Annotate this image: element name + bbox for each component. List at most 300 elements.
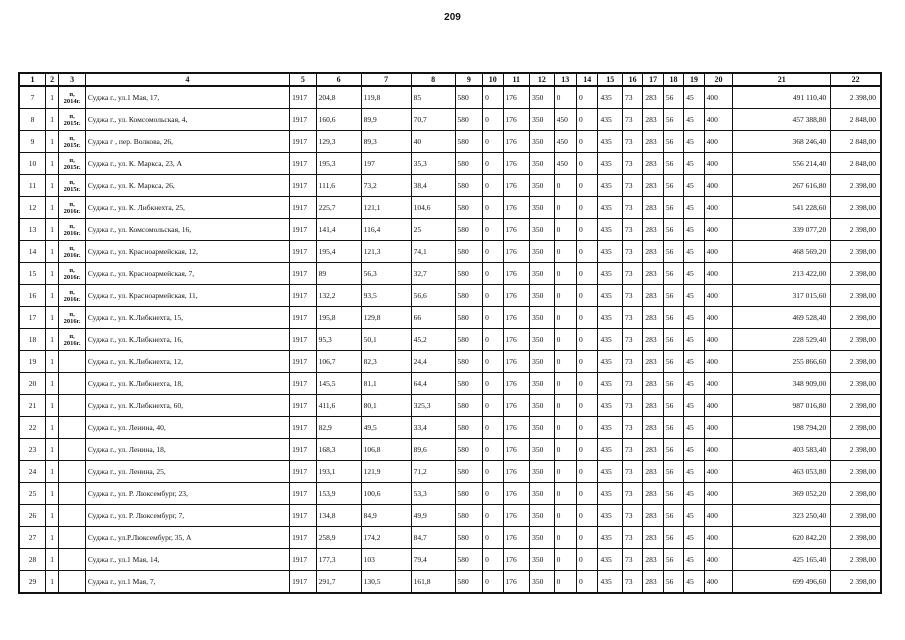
table-cell: 56 [663,263,683,285]
table-cell: 400 [704,461,733,483]
table-cell: 49,9 [411,505,455,527]
table-cell: 177,3 [316,549,361,571]
table-cell: 435 [598,131,623,153]
table-cell: 0 [483,351,503,373]
table-cell: 45 [684,351,704,373]
table-cell: 0 [554,86,576,109]
table-row [19,571,881,594]
table-cell: 1917 [290,417,317,439]
table-cell: 176 [503,285,530,307]
table-cell: 176 [503,417,530,439]
table-cell: 580 [455,175,483,197]
table-cell: 1 [46,241,59,263]
table-cell: 0 [577,373,598,395]
table-cell: 119,8 [361,86,411,109]
table-cell: 1 [46,527,59,549]
table-cell: 400 [704,549,733,571]
table-cell: 73 [622,153,642,175]
table-cell: 435 [598,527,623,549]
header-row [19,73,881,86]
table-cell: 129,8 [361,307,411,329]
table-cell: 2 398,00 [831,219,881,241]
table-cell: 176 [503,549,530,571]
table-cell [59,439,86,461]
table-cell: 469 528,40 [733,307,831,329]
table-cell: 0 [554,439,576,461]
table-cell: 435 [598,86,623,109]
table-cell: Суджа г., ул.Р.Люксембург, 35, А [85,527,289,549]
table-cell: 1917 [290,395,317,417]
table-cell: 53,3 [411,483,455,505]
table-cell: 283 [643,175,663,197]
table-cell: 283 [643,439,663,461]
table-row [19,483,881,505]
table-cell: 45 [684,241,704,263]
table-cell: 580 [455,219,483,241]
table-cell: 0 [577,395,598,417]
table-cell: 213 422,00 [733,263,831,285]
table-cell: 0 [577,285,598,307]
table-cell: 176 [503,175,530,197]
table-cell: 176 [503,329,530,351]
table-cell: 17 [19,307,46,329]
table-cell: 403 583,40 [733,439,831,461]
table-cell: 0 [483,461,503,483]
table-cell: 2 848,00 [831,131,881,153]
table-cell: 350 [530,263,555,285]
table-cell: 283 [643,329,663,351]
table-cell: 0 [554,505,576,527]
table-cell: 0 [577,461,598,483]
table-cell: 350 [530,153,555,175]
table-cell: 0 [577,439,598,461]
table-cell: 198 794,20 [733,417,831,439]
table-cell: 350 [530,439,555,461]
table-cell: 82,3 [361,351,411,373]
table-cell: 33,4 [411,417,455,439]
table-cell: 35,3 [411,153,455,175]
table-cell: 1917 [290,285,317,307]
table-cell: 56 [663,153,683,175]
table-cell: 400 [704,527,733,549]
table-cell: 368 246,40 [733,131,831,153]
table-cell: Суджа г., ул. Ленина, 25, [85,461,289,483]
table-cell: 0 [554,351,576,373]
table-cell: Суджа г., ул. Р. Люксембург, 7, [85,505,289,527]
table-cell: 323 250,40 [733,505,831,527]
table-cell: 435 [598,263,623,285]
table-cell: 0 [483,153,503,175]
table-cell: 1 [46,285,59,307]
table-cell: 141,4 [316,219,361,241]
table-cell: 12 [19,197,46,219]
table-cell: 89,9 [361,109,411,131]
table-cell: 134,8 [316,505,361,527]
table-cell: 1 [46,86,59,109]
table-cell: 20 [19,373,46,395]
table-cell: 74,1 [411,241,455,263]
table-row [19,395,881,417]
table-cell: 8 [19,109,46,131]
table-cell: 435 [598,417,623,439]
table-cell: 71,2 [411,461,455,483]
table-cell: 350 [530,351,555,373]
table-cell: 283 [643,219,663,241]
table-cell: 73 [622,86,642,109]
table-cell: 195,4 [316,241,361,263]
table-cell: 2 398,00 [831,263,881,285]
column-header: 10 [483,73,503,86]
table-cell: 19 [19,351,46,373]
table-cell: 121,3 [361,241,411,263]
table-cell: 0 [577,175,598,197]
table-cell: 45 [684,131,704,153]
table-cell: 1917 [290,571,317,594]
table-cell: 0 [577,131,598,153]
table-cell: 56 [663,527,683,549]
table-cell [59,417,86,439]
table-cell: 580 [455,86,483,109]
table-cell: 56 [663,241,683,263]
table-cell: Суджа г., ул. К.Либкнехта, 12, [85,351,289,373]
table-cell: 0 [483,197,503,219]
table-cell: 0 [483,549,503,571]
table-cell: 1 [46,197,59,219]
table-row [19,549,881,571]
table-cell: 350 [530,549,555,571]
table-cell: 0 [483,109,503,131]
table-cell: 82,9 [316,417,361,439]
table-cell [59,351,86,373]
table-cell: 435 [598,153,623,175]
table-cell: 174,2 [361,527,411,549]
table-cell [59,461,86,483]
table-cell: Суджа г., ул. Красноармейская, 7, [85,263,289,285]
table-cell: 2 398,00 [831,175,881,197]
table-cell: 1917 [290,219,317,241]
table-cell: 73 [622,373,642,395]
table-cell: 580 [455,417,483,439]
table-cell: 111,6 [316,175,361,197]
table-cell: 176 [503,395,530,417]
table-cell: 56 [663,197,683,219]
table-row [19,153,881,175]
column-header: 2 [46,73,59,86]
table-cell: Суджа г., ул. К. Либкнехта, 25, [85,197,289,219]
table-cell: 195,3 [316,153,361,175]
table-cell: 580 [455,285,483,307]
table-body [19,86,881,593]
table-cell: 84,7 [411,527,455,549]
table-cell: 400 [704,86,733,109]
table-cell: 350 [530,373,555,395]
table-cell: 27 [19,527,46,549]
table-cell: 0 [577,241,598,263]
table-cell: 73,2 [361,175,411,197]
table-cell: 580 [455,307,483,329]
table-cell: 0 [577,86,598,109]
table-cell: 0 [577,351,598,373]
table-cell: 45 [684,549,704,571]
table-cell: 176 [503,131,530,153]
table-cell: 45 [684,395,704,417]
table-cell: 0 [554,571,576,594]
table-cell: 1917 [290,373,317,395]
table-cell: 1 [46,395,59,417]
table-cell: 56 [663,131,683,153]
table-cell: 176 [503,439,530,461]
table-cell: 161,8 [411,571,455,594]
table-cell: 228 529,40 [733,329,831,351]
table-cell: Суджа г., ул. К.Либкнехта, 60, [85,395,289,417]
table-cell: 0 [483,219,503,241]
table-cell: 400 [704,395,733,417]
table-cell: 283 [643,483,663,505]
table-cell: 2 398,00 [831,461,881,483]
table-cell: 0 [483,329,503,351]
table-row [19,373,881,395]
table-cell: 176 [503,86,530,109]
table-cell: 0 [483,175,503,197]
table-cell: 45 [684,263,704,285]
table-cell: 1917 [290,329,317,351]
table-cell: 73 [622,175,642,197]
table-cell: 400 [704,153,733,175]
table-cell: 0 [577,549,598,571]
table-cell: 0 [483,505,503,527]
table-cell: 400 [704,197,733,219]
table-cell: п, 2016г. [59,263,86,285]
table-cell: 130,5 [361,571,411,594]
table-cell: 435 [598,109,623,131]
table-cell: 197 [361,153,411,175]
table-cell: 121,1 [361,197,411,219]
table-cell: 435 [598,483,623,505]
table-cell: 73 [622,219,642,241]
table-cell: 400 [704,329,733,351]
table-cell: 15 [19,263,46,285]
table-cell: 25 [19,483,46,505]
column-header: 12 [530,73,555,86]
table-cell: 580 [455,483,483,505]
table-cell: 435 [598,505,623,527]
table-cell: 1 [46,175,59,197]
table-cell: 40 [411,131,455,153]
table-cell: 435 [598,351,623,373]
table-cell: 45 [684,285,704,307]
table-cell: 411,6 [316,395,361,417]
table-cell: 9 [19,131,46,153]
table-cell: 56 [663,571,683,594]
table-cell: 450 [554,109,576,131]
table-row [19,439,881,461]
table-cell: 2 398,00 [831,505,881,527]
table-row [19,197,881,219]
table-cell: 73 [622,483,642,505]
table-cell: 73 [622,351,642,373]
table-cell: 89,6 [411,439,455,461]
table-cell: 45 [684,417,704,439]
table-cell: 400 [704,505,733,527]
table-cell: 26 [19,505,46,527]
column-header: 3 [59,73,86,86]
table-cell: 0 [577,571,598,594]
table-cell: 0 [554,373,576,395]
table-cell: 350 [530,527,555,549]
table-cell: 1 [46,461,59,483]
table-cell: 283 [643,461,663,483]
table-cell: 56,6 [411,285,455,307]
table-cell: 0 [554,175,576,197]
table-cell: 1 [46,571,59,594]
table-cell: 73 [622,549,642,571]
table-cell: п, 2015г. [59,131,86,153]
table-cell: 435 [598,571,623,594]
table-cell: 1917 [290,505,317,527]
table-cell: 435 [598,395,623,417]
table-cell: 2 398,00 [831,483,881,505]
table-cell: 450 [554,131,576,153]
table-cell: 580 [455,131,483,153]
column-header: 13 [554,73,576,86]
table-cell: 56 [663,483,683,505]
table-cell: 325,3 [411,395,455,417]
table-cell: 24 [19,461,46,483]
table-cell: 317 015,60 [733,285,831,307]
table-cell: 400 [704,307,733,329]
table-cell: 64,4 [411,373,455,395]
table-cell: 81,1 [361,373,411,395]
table-cell: 45 [684,483,704,505]
column-header: 14 [577,73,598,86]
table-cell: 45,2 [411,329,455,351]
table-cell: 400 [704,417,733,439]
table-cell: 283 [643,131,663,153]
table-cell: 56 [663,109,683,131]
table-cell: 21 [19,395,46,417]
table-cell: 11 [19,175,46,197]
table-cell: 580 [455,461,483,483]
table-cell: 56 [663,395,683,417]
table-cell: 1917 [290,131,317,153]
table-cell: 400 [704,263,733,285]
table-cell: 0 [554,285,576,307]
table-cell: 195,8 [316,307,361,329]
table-cell: 0 [483,373,503,395]
table-cell: 56 [663,417,683,439]
table-cell: 23 [19,439,46,461]
table-cell: 73 [622,439,642,461]
table-cell: 0 [483,571,503,594]
table-cell: 56 [663,549,683,571]
table-cell: 45 [684,109,704,131]
table-cell: 70,7 [411,109,455,131]
table-cell: 580 [455,153,483,175]
table-cell: 283 [643,571,663,594]
table-cell: 100,6 [361,483,411,505]
table-cell: Суджа г., ул.1 Мая, 14, [85,549,289,571]
table-cell: 0 [554,417,576,439]
table-cell: 73 [622,417,642,439]
table-cell: 435 [598,307,623,329]
table-cell: 2 398,00 [831,527,881,549]
table-cell: 24,4 [411,351,455,373]
table-cell: 1917 [290,307,317,329]
table-cell: 283 [643,351,663,373]
table-cell: 435 [598,219,623,241]
table-cell: 25 [411,219,455,241]
column-header: 1 [19,73,46,86]
table-cell: 104,6 [411,197,455,219]
table-cell: 0 [554,329,576,351]
table-cell: 56 [663,285,683,307]
table-cell: 0 [483,131,503,153]
table-cell: 176 [503,505,530,527]
table-cell: Суджа г., ул. Ленина, 18, [85,439,289,461]
table-cell: 18 [19,329,46,351]
table-cell [59,395,86,417]
table-cell: 350 [530,307,555,329]
table-cell: 0 [554,263,576,285]
table-row [19,285,881,307]
table-cell: 580 [455,351,483,373]
table-cell: 1917 [290,241,317,263]
table-cell: 176 [503,483,530,505]
table-cell: п, 2015г. [59,153,86,175]
table-cell: 0 [483,395,503,417]
table-cell: 350 [530,571,555,594]
column-header: 8 [411,73,455,86]
table-cell: 0 [577,197,598,219]
table-cell: п, 2016г. [59,307,86,329]
table-cell: 580 [455,505,483,527]
table-cell: 1 [46,549,59,571]
table-cell: 121,9 [361,461,411,483]
table-cell: 2 398,00 [831,351,881,373]
table-cell: 1917 [290,153,317,175]
table-row [19,307,881,329]
table-cell: 56 [663,86,683,109]
table-cell: 0 [577,219,598,241]
column-header: 6 [316,73,361,86]
table-cell: 283 [643,417,663,439]
table-cell: 339 077,20 [733,219,831,241]
table-cell: 176 [503,527,530,549]
table-cell: 176 [503,307,530,329]
table-cell: 14 [19,241,46,263]
table-cell: 49,5 [361,417,411,439]
table-cell: п, 2016г. [59,241,86,263]
table-cell: 1 [46,505,59,527]
table-cell: Суджа г., ул. Комсомольская, 16, [85,219,289,241]
table-cell: 106,7 [316,351,361,373]
table-cell: 176 [503,373,530,395]
table-cell: 153,9 [316,483,361,505]
table-cell: 132,2 [316,285,361,307]
table-cell: 2 398,00 [831,197,881,219]
table-cell: 1917 [290,527,317,549]
table-cell: 400 [704,175,733,197]
table-cell: 2 398,00 [831,571,881,594]
table-cell: 1917 [290,549,317,571]
housing-register-table [18,72,882,594]
table-cell: п, 2016г. [59,285,86,307]
table-cell: 16 [19,285,46,307]
table-cell: 0 [483,417,503,439]
table-cell: 56 [663,307,683,329]
table-cell: 85 [411,86,455,109]
table-row [19,131,881,153]
